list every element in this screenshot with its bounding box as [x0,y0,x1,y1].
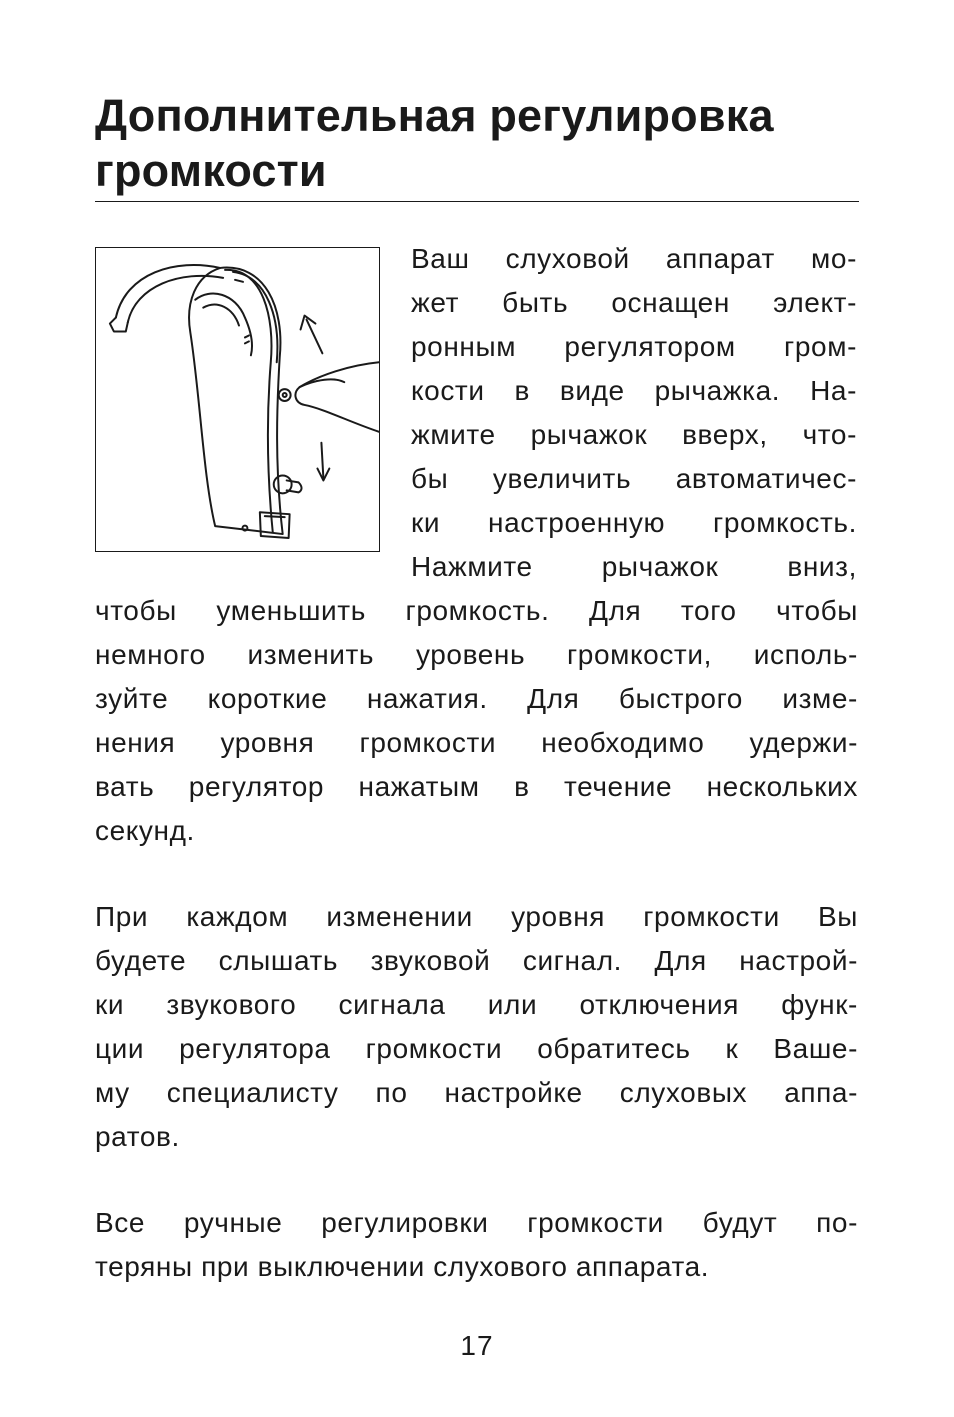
text-line: жмите рычажок вверх, что- [411,419,857,450]
text-line: чтобы уменьшить громкость. Для того чтобы [95,595,858,626]
text-line: вать регулятор нажатым в течение нескольких [95,771,858,802]
text-line: бы увеличить автоматичес- [411,463,857,494]
text-line: Все ручные регулировки громкости будут по- [95,1207,858,1238]
text-line: теряны при выключении слухового аппарата. [95,1251,710,1282]
hearing-aid-illustration [95,247,380,552]
text-line: Ваш слуховой аппарат мо- [411,243,857,274]
text-line: немного изменить уровень громкости, исполь- [95,639,858,670]
paragraph-1-continued [95,589,858,853]
text-line: жет быть оснащен элект- [411,287,857,318]
text-line: ронным регулятором гром- [411,331,857,362]
hearing-aid-volume-lever-icon [96,248,379,551]
paragraph-3 [95,1201,858,1289]
text-line: будете слышать звуковой сигнал. Для настрой- [95,945,858,976]
text-line: зуйте короткие нажатия. Для быстрого изме- [95,683,858,714]
text-line: нения уровня громкости необходимо удержи- [95,727,858,758]
page-number: 17 [460,1330,494,1361]
text-line: ки звукового сигнала или отключения функ- [95,989,858,1020]
text-line: кости в виде рычажка. На- [411,375,857,406]
text-line: ки настроенную громкость. [411,507,857,538]
text-line: секунд. [95,815,195,846]
text-line: Нажмите рычажок вниз, [411,551,857,582]
title-line-1: Дополнительная регулировка [95,90,774,141]
text-line: му специалисту по настройке слуховых аппа- [95,1077,858,1108]
paragraph-2 [95,895,858,1159]
page-title [95,88,865,198]
text-line: При каждом изменении уровня громкости Вы [95,901,858,932]
text-line: ции регулятора громкости обратитесь к Ваше- [95,1033,858,1064]
paragraph-1-column [411,237,857,589]
title-line-2: громкости [95,145,327,196]
title-divider [95,201,859,202]
text-line: ратов. [95,1121,180,1152]
